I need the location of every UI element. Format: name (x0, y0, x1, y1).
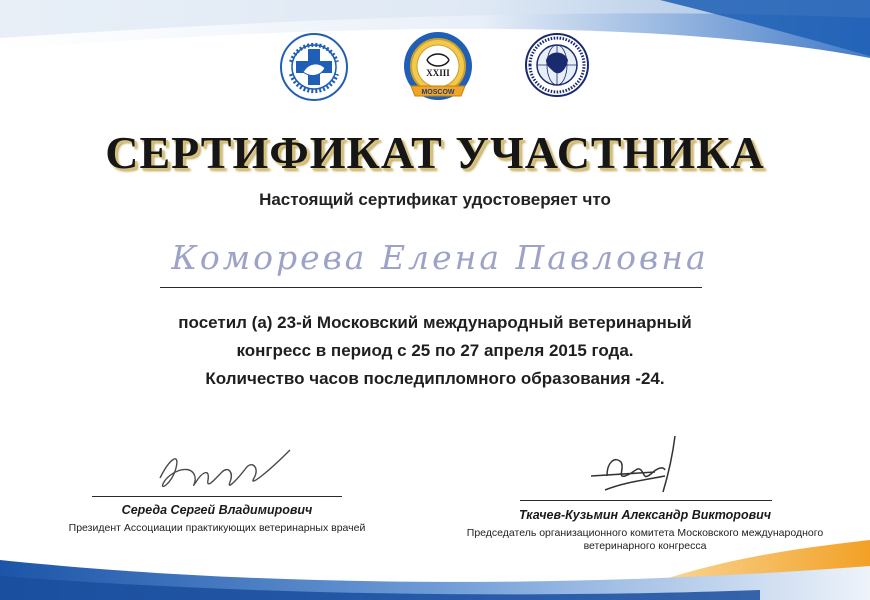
wsava-logo (524, 32, 590, 98)
right-signature-line (520, 500, 772, 501)
right-signatory-role-line-1: Председатель организационного комитета Московского международного (466, 527, 824, 539)
right-signatory-role-line-2: ветеринарного конгресса (583, 540, 707, 552)
left-signature-icon (150, 438, 300, 500)
svg-text:MOSCOW: MOSCOW (421, 89, 455, 96)
right-signatory-name: Ткачев-Кузьмин Александр Викторович (518, 508, 772, 522)
left-signatory-role: Президент Ассоциации практикующих ветеринарных врачей (68, 522, 366, 534)
name-underline (160, 287, 702, 288)
association-cross-logo-icon (279, 32, 349, 102)
congress-medal-logo-icon (401, 30, 475, 104)
body-line-1: посетил (а) 23-й Московский международный ветеринарный (178, 313, 692, 332)
wsava-globe-logo-icon (524, 32, 590, 98)
body-line-3: Количество часов последипломного образования -24. (205, 369, 665, 388)
left-signature-line (92, 496, 342, 497)
left-signatory-name: Середа Сергей Владимирович (121, 503, 313, 517)
recipient-name: Коморева Елена Павловна (171, 238, 709, 277)
congress-logo (401, 30, 475, 104)
svg-text:XXIII: XXIII (426, 68, 450, 78)
body-line-2: конгресс в период с 25 по 27 апреля 2015 года. (236, 341, 634, 360)
certificate-subtitle: Настоящий сертификат удостоверяет что (259, 190, 611, 209)
association-logo (279, 32, 349, 102)
right-signature-icon (585, 432, 695, 500)
certificate-title: СЕРТИФИКАТ УЧАСТНИКА (105, 127, 765, 178)
